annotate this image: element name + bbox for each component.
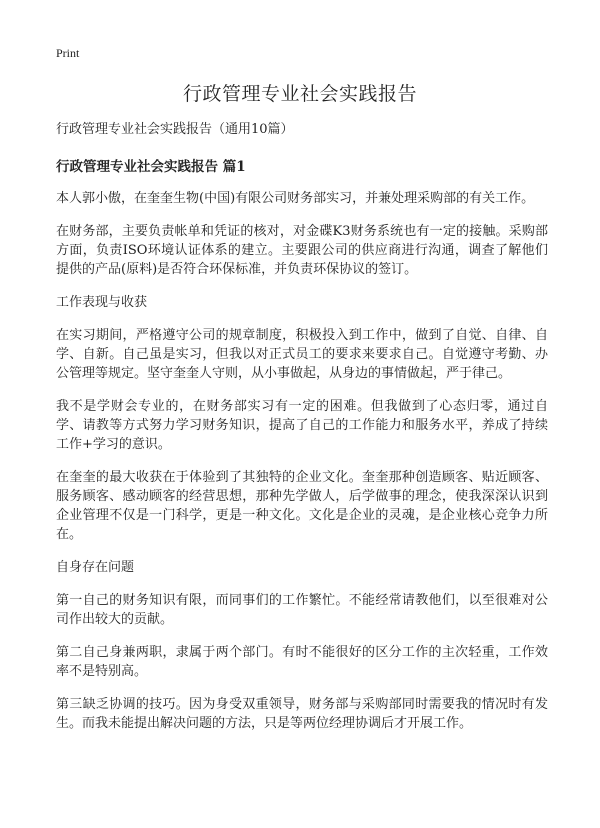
paragraph: 我不是学财会专业的，在财务部实习有一定的困难。但我做到了心态归零，通过自学、请教等方式努力学习财务知识，提高了自己的工作能力和服务水平，养成了持续工作+学习的意识。 [56,399,548,452]
document-body [56,120,548,747]
document-subtitle: 行政管理专业社会实践报告（通用10篇） [56,122,294,137]
paragraph: 第二自己身兼两职，隶属于两个部门。有时不能很好的区分工作的主次轻重，工作效率不是特别高。 [56,645,548,679]
page-title: 行政管理专业社会实践报告 [182,83,417,105]
paragraph: 在财务部，主要负责帐单和凭证的核对，对金碟K3财务系统也有一定的接触。采购部方面，负责ISO环境认证体系的建立。主要跟公司的供应商进行沟通，调查了解他们提供的产品(原料)是否符合环保标准，并负责环保协议的签订。 [56,224,548,277]
subsection-heading: 工作表现与收获 [56,295,148,310]
paragraph: 第一自己的财务知识有限，而同事们的工作繁忙。不能经常请教他们，以至很难对公司作出较大的贡献。 [56,593,548,627]
paragraph: 第三缺乏协调的技巧。因为身受双重领导，财务部与采购部同时需要我的情况时有发生。而我未能提出解决问题的方法，只是等两位经理协调后才开展工作。 [56,697,548,731]
paragraph: 在奎奎的最大收获在于体验到了其独特的企业文化。奎奎那种创造顾客、贴近顾客、服务顾客、感动顾客的经营思想，那种先学做人，后学做事的理念，使我深深认识到企业管理不仅是一门科学，更是一种文化。文化是企业的灵魂，是企业核心竞争力所在。 [56,470,548,542]
paragraph: 在实习期间，严格遵守公司的规章制度，积极投入到工作中，做到了自觉、自律、自学、自新。自己虽是实习，但我以对正式员工的要求来要求自己。自觉遵守考勤、办公管理等规定。坚守奎奎人守则，从小事做起，从身边的事情做起，严于律己。 [56,328,548,381]
document-blocks [56,189,548,733]
section-heading: 行政管理专业社会实践报告 篇1 [56,159,246,175]
print-link[interactable]: Print [56,46,80,60]
paragraph: 本人郭小傲，在奎奎生物(中国)有限公司财务部实习，并兼处理采购部的有关工作。 [56,191,535,206]
subsection-heading: 自身存在问题 [56,560,135,575]
